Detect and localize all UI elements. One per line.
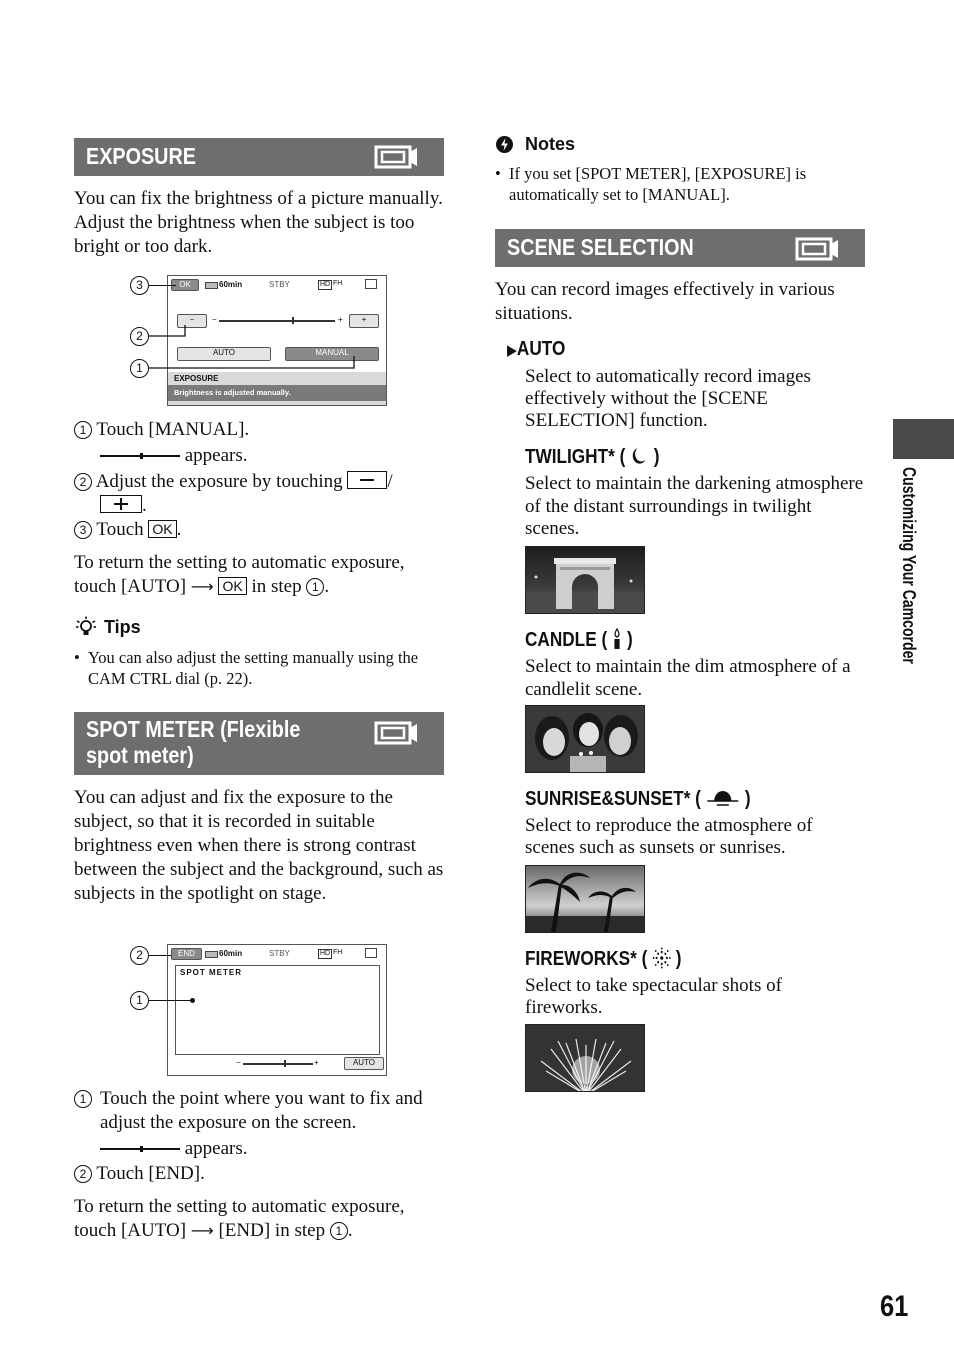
- memory-card-icon: [365, 948, 377, 958]
- fireworks-photo: [525, 1024, 645, 1092]
- period: .: [142, 495, 147, 516]
- lcd-battery-time: 60min: [219, 280, 243, 289]
- lcd-info-panel: [168, 372, 386, 405]
- lcd-panel-title: EXPOSURE: [174, 374, 219, 383]
- close-paren: ): [744, 788, 751, 810]
- candle-people-illustration: [526, 706, 644, 772]
- ok-box-icon: OK: [218, 577, 246, 595]
- twilight-arch-photo: [525, 546, 645, 614]
- arrow-right-icon: ⟶: [190, 577, 214, 596]
- default-marker-icon: ▶: [507, 341, 517, 359]
- return-text-b: in step: [251, 576, 302, 597]
- spot-meter-touch-area[interactable]: [175, 965, 380, 1055]
- lcd-stby: STBY: [269, 949, 290, 958]
- callout-3-leader: [149, 285, 176, 286]
- spot-step-1: [74, 1087, 446, 1135]
- callout-1-leader: [149, 1000, 192, 1001]
- plus-box-icon: [100, 495, 142, 513]
- tips-bullet: •: [74, 648, 80, 667]
- lcd-ok-label: OK: [179, 280, 191, 289]
- spot-step-2: [74, 1162, 446, 1186]
- fireworks-burst-illustration: [526, 1025, 644, 1091]
- return-text-a: To return the setting to automatic exposure, touch [AUTO]: [74, 552, 405, 597]
- spot-meter-title-line1: SPOT METER (Flexible: [86, 716, 301, 742]
- exposure-slider-thumb[interactable]: [292, 317, 294, 324]
- return-text-a: To return the setting to automatic exposure, touch [AUTO]: [74, 1196, 405, 1241]
- close-paren: ): [675, 948, 682, 970]
- return-text-c: .: [347, 1220, 353, 1241]
- lcd-fh-badge: FH: [333, 949, 343, 956]
- notes-item: If you set [SPOT METER], [EXPOSURE] is automatically set to [MANUAL].: [509, 164, 807, 204]
- exposure-plus-button[interactable]: [349, 314, 379, 328]
- return-text-b: [END] in step: [218, 1220, 326, 1241]
- lcd-battery-time: 60min: [219, 949, 243, 958]
- scene-candle-desc: Select to maintain the dim atmosphere of a candlelit scene.: [525, 656, 851, 700]
- lcd-fh-badge: FH: [333, 280, 343, 287]
- tips-lightbulb-icon: [75, 616, 97, 638]
- notes-heading: Notes: [525, 134, 576, 154]
- battery-icon: [205, 282, 218, 289]
- lcd-panel-message: Brightness is adjusted manually.: [174, 388, 291, 397]
- candle-icon: [612, 628, 622, 650]
- spot-slider-track[interactable]: [243, 1063, 313, 1065]
- battery-icon: [205, 951, 218, 958]
- auto-label: AUTO: [516, 338, 566, 360]
- slider-plus-mark: +: [314, 1058, 319, 1067]
- scene-twilight-desc: Select to maintain the darkening atmosphere of the distant surroundings in twilight scenes.: [525, 473, 864, 539]
- callout-2-leader: [149, 955, 171, 956]
- spot-meter-title-line2: spot meter): [86, 742, 194, 768]
- scene-fireworks-desc: Select to take spectacular shots of fireworks.: [525, 975, 782, 1018]
- lcd-auto-button[interactable]: [344, 1057, 384, 1070]
- scene-selection-intro: You can record images effectively in various situations.: [495, 279, 835, 324]
- twilight-label: TWILIGHT* (: [525, 446, 626, 468]
- candle-label: CANDLE (: [525, 629, 608, 651]
- scene-selection-heading-bar: [495, 229, 865, 267]
- memory-card-icon: [365, 279, 377, 289]
- step-number: 1: [74, 1090, 92, 1108]
- tips-item: You can also adjust the setting manually using the CAM CTRL dial (p. 22).: [88, 648, 419, 688]
- exposure-return-text: [74, 551, 446, 599]
- exposure-step-3: [74, 518, 446, 542]
- step-number: 3: [74, 521, 92, 539]
- slider-indicator-icon: [100, 453, 180, 459]
- exposure-step-1: [74, 418, 446, 442]
- lcd-hd-badge: HD: [320, 950, 331, 957]
- step-text: Touch: [96, 519, 144, 540]
- step-number: 1: [74, 421, 92, 439]
- lcd-stby: STBY: [269, 280, 290, 289]
- camcorder-mode-icon: [795, 236, 839, 262]
- candle-people-photo: [525, 705, 645, 773]
- spot-meter-heading-bar: [74, 712, 444, 775]
- spot-meter-lcd-screen: [167, 944, 387, 1076]
- chapter-side-label: Customizing Your Camcorder: [899, 467, 919, 664]
- lcd-end-label: END: [178, 949, 195, 958]
- lcd-hd-badge: HD: [320, 281, 331, 288]
- step-text: Adjust the exposure by touching: [95, 471, 343, 492]
- notes-warning-icon: [495, 135, 514, 154]
- sunset-palms-photo: [525, 865, 645, 933]
- step-number: 2: [74, 1165, 92, 1183]
- slider-indicator-icon: [100, 1146, 180, 1152]
- exposure-title: EXPOSURE: [86, 143, 196, 169]
- scene-twilight-heading: [525, 446, 660, 469]
- step-text: Touch the point where you want to fix and adjust the exposure on the screen.: [100, 1088, 423, 1133]
- step-text: Touch [END].: [96, 1163, 205, 1184]
- scene-selection-title: SCENE SELECTION: [507, 234, 694, 260]
- notes-bullet: •: [495, 164, 501, 183]
- scene-candle-heading: [525, 628, 633, 652]
- tips-heading: Tips: [104, 617, 141, 637]
- slider-plus-mark: +: [338, 315, 343, 324]
- lcd-panel-message-bar: [168, 385, 386, 401]
- callout-2: 2: [130, 327, 149, 346]
- spot-meter-label: SPOT METER: [180, 968, 243, 977]
- auto-label: AUTO: [352, 1058, 376, 1067]
- page-number: 61: [880, 1290, 909, 1323]
- callout-1: 1: [130, 359, 149, 378]
- exposure-step-2-cont: [100, 494, 147, 518]
- scene-sunrise-heading: [525, 788, 751, 811]
- scene-fireworks-heading: [525, 947, 682, 971]
- fireworks-label: FIREWORKS* (: [525, 948, 648, 970]
- appears-text: appears.: [184, 1138, 248, 1159]
- close-paren: ): [653, 446, 660, 468]
- scene-auto-heading: [507, 338, 565, 361]
- close-paren: ): [627, 629, 633, 651]
- spot-meter-intro: You can adjust and fix the exposure to the subject, so that it is recorded in suitable brightness even when there is strong contrast between the subject and the background, such as subjects in the spotlight on stage.: [74, 787, 444, 904]
- appears-text: appears.: [184, 445, 248, 466]
- slider-minus-mark: −: [236, 1058, 241, 1067]
- twilight-moon-icon: [630, 446, 649, 466]
- minus-box-icon: [347, 471, 387, 489]
- step-number: 1: [306, 578, 324, 596]
- arch-illustration: [526, 547, 644, 613]
- exposure-heading-bar: [74, 138, 444, 176]
- auto-label: AUTO: [212, 348, 236, 357]
- slash: /: [387, 471, 393, 492]
- spot-return-text: [74, 1195, 446, 1243]
- step-number: 2: [74, 473, 92, 491]
- step-text: Touch [MANUAL].: [96, 419, 250, 440]
- plus-label: +: [361, 315, 367, 324]
- exposure-slider-appears: [100, 444, 248, 468]
- callout-1-leader: [149, 356, 359, 370]
- minus-label: −: [189, 315, 195, 324]
- scene-sunrise-desc: Select to reproduce the atmosphere of scenes such as sunsets or sunrises.: [525, 815, 813, 858]
- manual-label: MANUAL: [315, 348, 349, 357]
- arrow-right-icon: ⟶: [190, 1221, 214, 1240]
- camcorder-mode-icon: [374, 144, 418, 170]
- callout-3: 3: [130, 276, 149, 295]
- camcorder-mode-icon: [374, 720, 418, 746]
- sunrise-sunset-icon: [706, 790, 740, 808]
- touch-point-marker: [190, 998, 195, 1003]
- exposure-lcd-screen: [167, 275, 387, 406]
- ok-box-icon: OK: [148, 520, 176, 538]
- step-number: 1: [330, 1222, 348, 1240]
- sunrise-label: SUNRISE&SUNSET* (: [525, 788, 701, 810]
- callout-2-leader: [149, 325, 189, 339]
- palm-silhouette-illustration: [526, 866, 644, 932]
- spot-slider-appears: [100, 1137, 248, 1161]
- callout-1: 1: [130, 991, 149, 1010]
- fireworks-icon: [652, 947, 671, 969]
- chapter-tab-marker: [893, 419, 954, 459]
- lcd-end-button[interactable]: [171, 948, 202, 960]
- exposure-intro: You can fix the brightness of a picture manually. Adjust the brightness when the subject is too bright or too dark.: [74, 188, 443, 257]
- slider-minus-mark: −: [212, 315, 217, 324]
- return-text-c: .: [324, 576, 330, 597]
- exposure-slider-track[interactable]: [219, 320, 335, 322]
- spot-slider-thumb[interactable]: [284, 1060, 286, 1067]
- period: .: [176, 519, 182, 540]
- callout-2: 2: [130, 946, 149, 965]
- scene-auto-desc: Select to automatically record images effectively without the [SCENE SELECTION] function.: [525, 366, 811, 431]
- exposure-step-2: [74, 470, 446, 494]
